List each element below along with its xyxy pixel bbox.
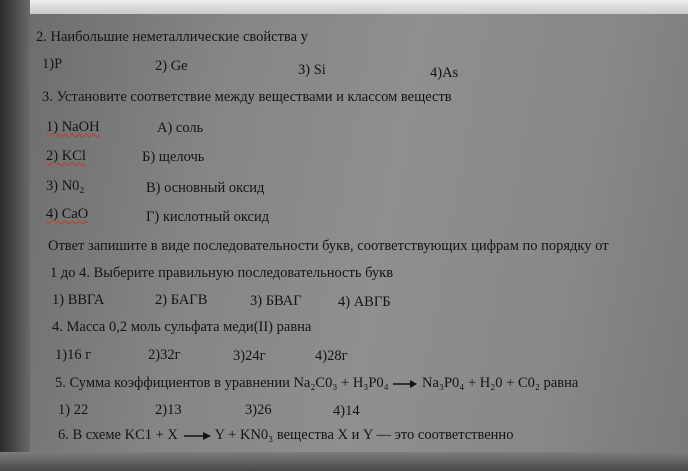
q2-option-4: 4)As <box>430 65 459 81</box>
q5-reactants: 5. Сумма коэффициентов в уравнении Na₂C0₃ + H₃P0₄ <box>55 375 389 391</box>
question-6-title <box>58 426 513 444</box>
question-2-title: 2. Наибольшие неметаллические свойства у <box>36 29 308 45</box>
q3-substance-2-label: 2) KCl <box>46 148 86 164</box>
scheme-arrow-icon <box>182 431 212 441</box>
q2-option-2: 2) Ge <box>155 58 188 74</box>
q3-substance-3: 3) N0₂ <box>46 178 85 194</box>
q5-option-2: 2)13 <box>155 402 182 418</box>
q2-option-1: 1)P <box>42 56 63 72</box>
q3-instruction-line-2: 1 до 4. Выберите правильную последовательность букв <box>50 265 394 281</box>
q5-option-1: 1) 22 <box>58 402 89 418</box>
q3-substance-2 <box>46 147 86 165</box>
left-shadow <box>0 0 30 471</box>
q5-products: Na₃P0₄ + H₂0 + C0₂ равна <box>421 375 579 391</box>
q5-option-3: 3)26 <box>245 402 272 418</box>
question-4-title: 4. Масса 0,2 моль сульфата меди(II) равна <box>52 319 312 335</box>
q3-substance-1 <box>46 118 100 136</box>
q3-substance-4 <box>46 205 88 223</box>
q3-substance-1-label: 1) NaOH <box>46 119 100 135</box>
q6-scheme-left: 6. В схеме KC1 + X <box>58 427 178 443</box>
q4-option-2: 2)32г <box>148 347 181 363</box>
q2-option-3: 3) Si <box>298 62 326 78</box>
q5-option-4: 4)14 <box>333 403 360 419</box>
q3-class-a: А) соль <box>157 120 204 136</box>
question-3-title: 3. Установите соответствие между веществами и классом веществ <box>42 89 452 105</box>
reaction-arrow-icon <box>392 379 418 389</box>
q3-class-b: Б) щелочь <box>142 149 205 165</box>
q6-scheme-right: Y + KN0₃ вещества X и Y — это соответственно <box>214 427 514 443</box>
q3-option-2: 2) БАГВ <box>155 292 208 308</box>
q3-option-3: 3) БВАГ <box>250 293 302 309</box>
q4-option-4: 4)28г <box>315 348 348 364</box>
q3-instruction-line-1: Ответ запишите в виде последовательности букв, соответствующих цифрам по порядку от <box>48 238 609 254</box>
question-5-title <box>55 374 578 392</box>
q3-class-v: В) основный оксид <box>146 180 265 196</box>
bottom-edge <box>0 452 688 471</box>
q4-option-1: 1)16 г <box>55 347 92 363</box>
q3-class-g: Г) кислотный оксид <box>146 209 270 225</box>
q3-option-1: 1) ВВГА <box>52 292 105 308</box>
top-edge <box>0 0 688 14</box>
q3-option-4: 4) АВГБ <box>338 294 391 310</box>
q3-substance-4-label: 4) CaO <box>46 206 89 222</box>
q4-option-3: 3)24г <box>233 348 266 364</box>
